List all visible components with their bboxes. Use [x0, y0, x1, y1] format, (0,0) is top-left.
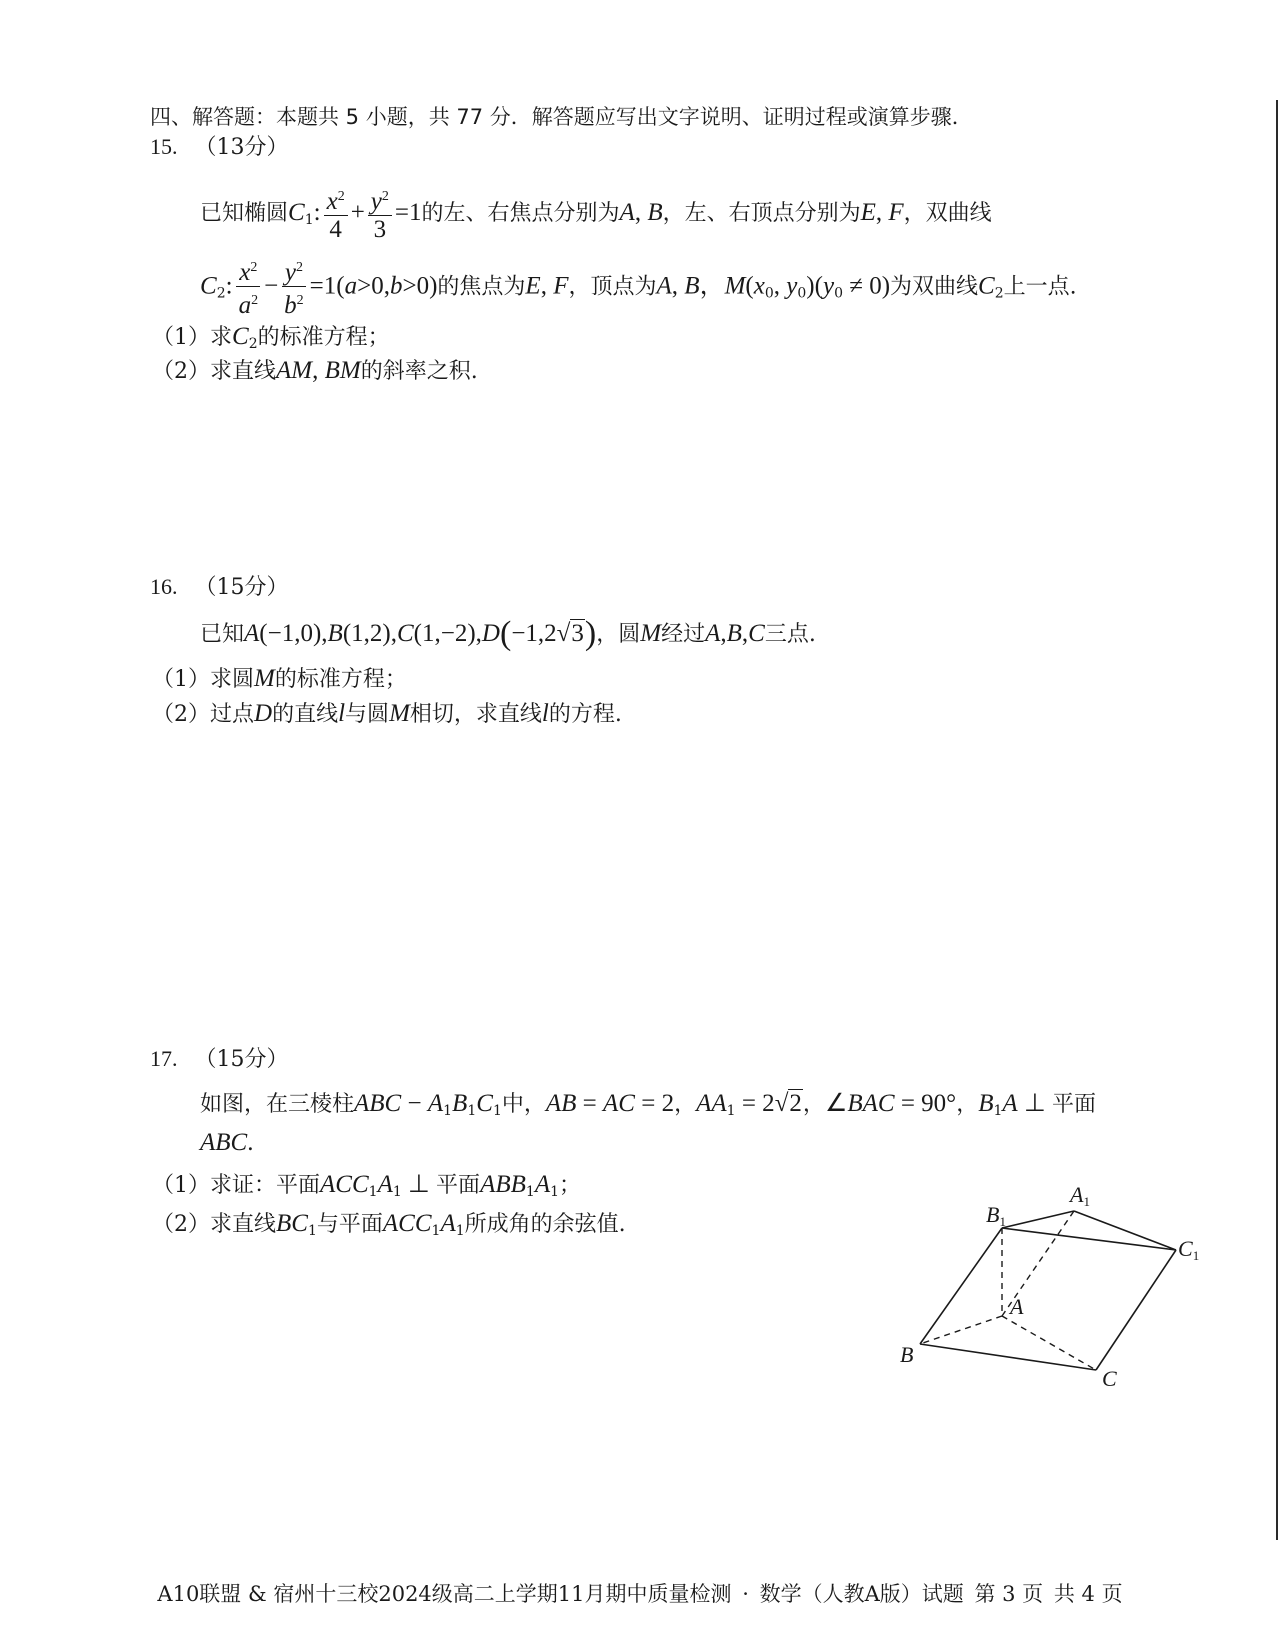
- q16-line1: 已知A(−1,0),B(1,2),C(1,−2),D(−1,2√3)，圆M经过A,B,C三点.: [200, 615, 816, 652]
- edge-A-B: [920, 1316, 1002, 1344]
- q17-line2: ABC.: [200, 1129, 254, 1156]
- label-C: C: [1102, 1366, 1117, 1391]
- footer-total: 共 4 页: [1053, 1582, 1123, 1606]
- edge-B1-C1: [1002, 1228, 1176, 1250]
- q17-line1: 如图，在三棱柱ABC − $A_1B_1C_1$中，AB = AC = 2，$AA_1 = 2√2$，∠BAC = 90°，$B_1A$ ⊥ 平面: [200, 1090, 1096, 1119]
- q15-line2: $C_2$: $\frac{x^2}{a^2}$ − $\frac{y^2}{b^2}$ =1(a>0,b>0)的焦点为E, F，顶点为A, B，$M(x_0$, $y_0)(y_0 \ne 0)$为双曲线$C_2$上一点.: [200, 255, 1077, 320]
- edge-B-C: [920, 1344, 1096, 1370]
- right-margin-rule: [1276, 100, 1278, 1540]
- q17-sub1: （1）求证：平面$ACC_1A_1$ ⊥ 平面$ABB_1A_1$；: [152, 1171, 582, 1200]
- edge-B-B1: [920, 1228, 1002, 1344]
- footer-page: 第 3 页: [974, 1582, 1044, 1606]
- label-B: B: [900, 1342, 914, 1367]
- footer-subject: 数学（人教A版）试题: [759, 1582, 964, 1606]
- q15-sub1: （1）求$C_2$的标准方程；: [152, 323, 390, 352]
- q17-points: （15分）: [194, 1047, 289, 1072]
- edge-B1-A1: [1002, 1211, 1074, 1228]
- q17-header: [150, 1044, 289, 1075]
- label-B1: B1: [986, 1202, 1006, 1229]
- prism-figure: [888, 1172, 1228, 1396]
- section-heading: 四、解答题：本题共 5 小题，共 77 分．解答题应写出文字说明、证明过程或演算步骤．: [150, 105, 973, 129]
- q15-line1: 已知椭圆$C_1$: $\frac{x^2}{4}$ + $\frac{y^2}{3}$ =1的左、右焦点分别为A, B，左、右顶点分别为E, F，双曲线: [200, 184, 992, 244]
- q15-sub2: （2）求直线AM, BM的斜率之积.: [152, 357, 478, 384]
- label-C1: C1: [1178, 1236, 1200, 1263]
- q16-sub1: （1）求圆M的标准方程；: [152, 665, 407, 692]
- q16-header: [150, 572, 289, 603]
- q16-sub2: （2）过点D的直线l与圆M相切，求直线l的方程.: [152, 700, 622, 727]
- q15-header: [150, 132, 289, 163]
- label-A: A: [1010, 1294, 1024, 1319]
- q16-number: 16.: [150, 574, 178, 599]
- q15-number: 15.: [150, 134, 178, 159]
- q17-number: 17.: [150, 1046, 178, 1071]
- q15-points: （13分）: [194, 135, 289, 160]
- q16-points: （15分）: [194, 575, 289, 600]
- label-A1: A1: [1070, 1182, 1090, 1209]
- edge-C-C1: [1096, 1250, 1176, 1370]
- page-footer: [0, 1578, 1280, 1608]
- footer-org: A10联盟 & 宿州十三校2024级高二上学期11月期中质量检测: [157, 1582, 732, 1606]
- q17-sub2: （2）求直线$BC_1$与平面$ACC_1A_1$所成角的余弦值.: [152, 1210, 626, 1239]
- footer-dot: ·: [742, 1582, 749, 1606]
- edge-A-C: [1002, 1316, 1096, 1370]
